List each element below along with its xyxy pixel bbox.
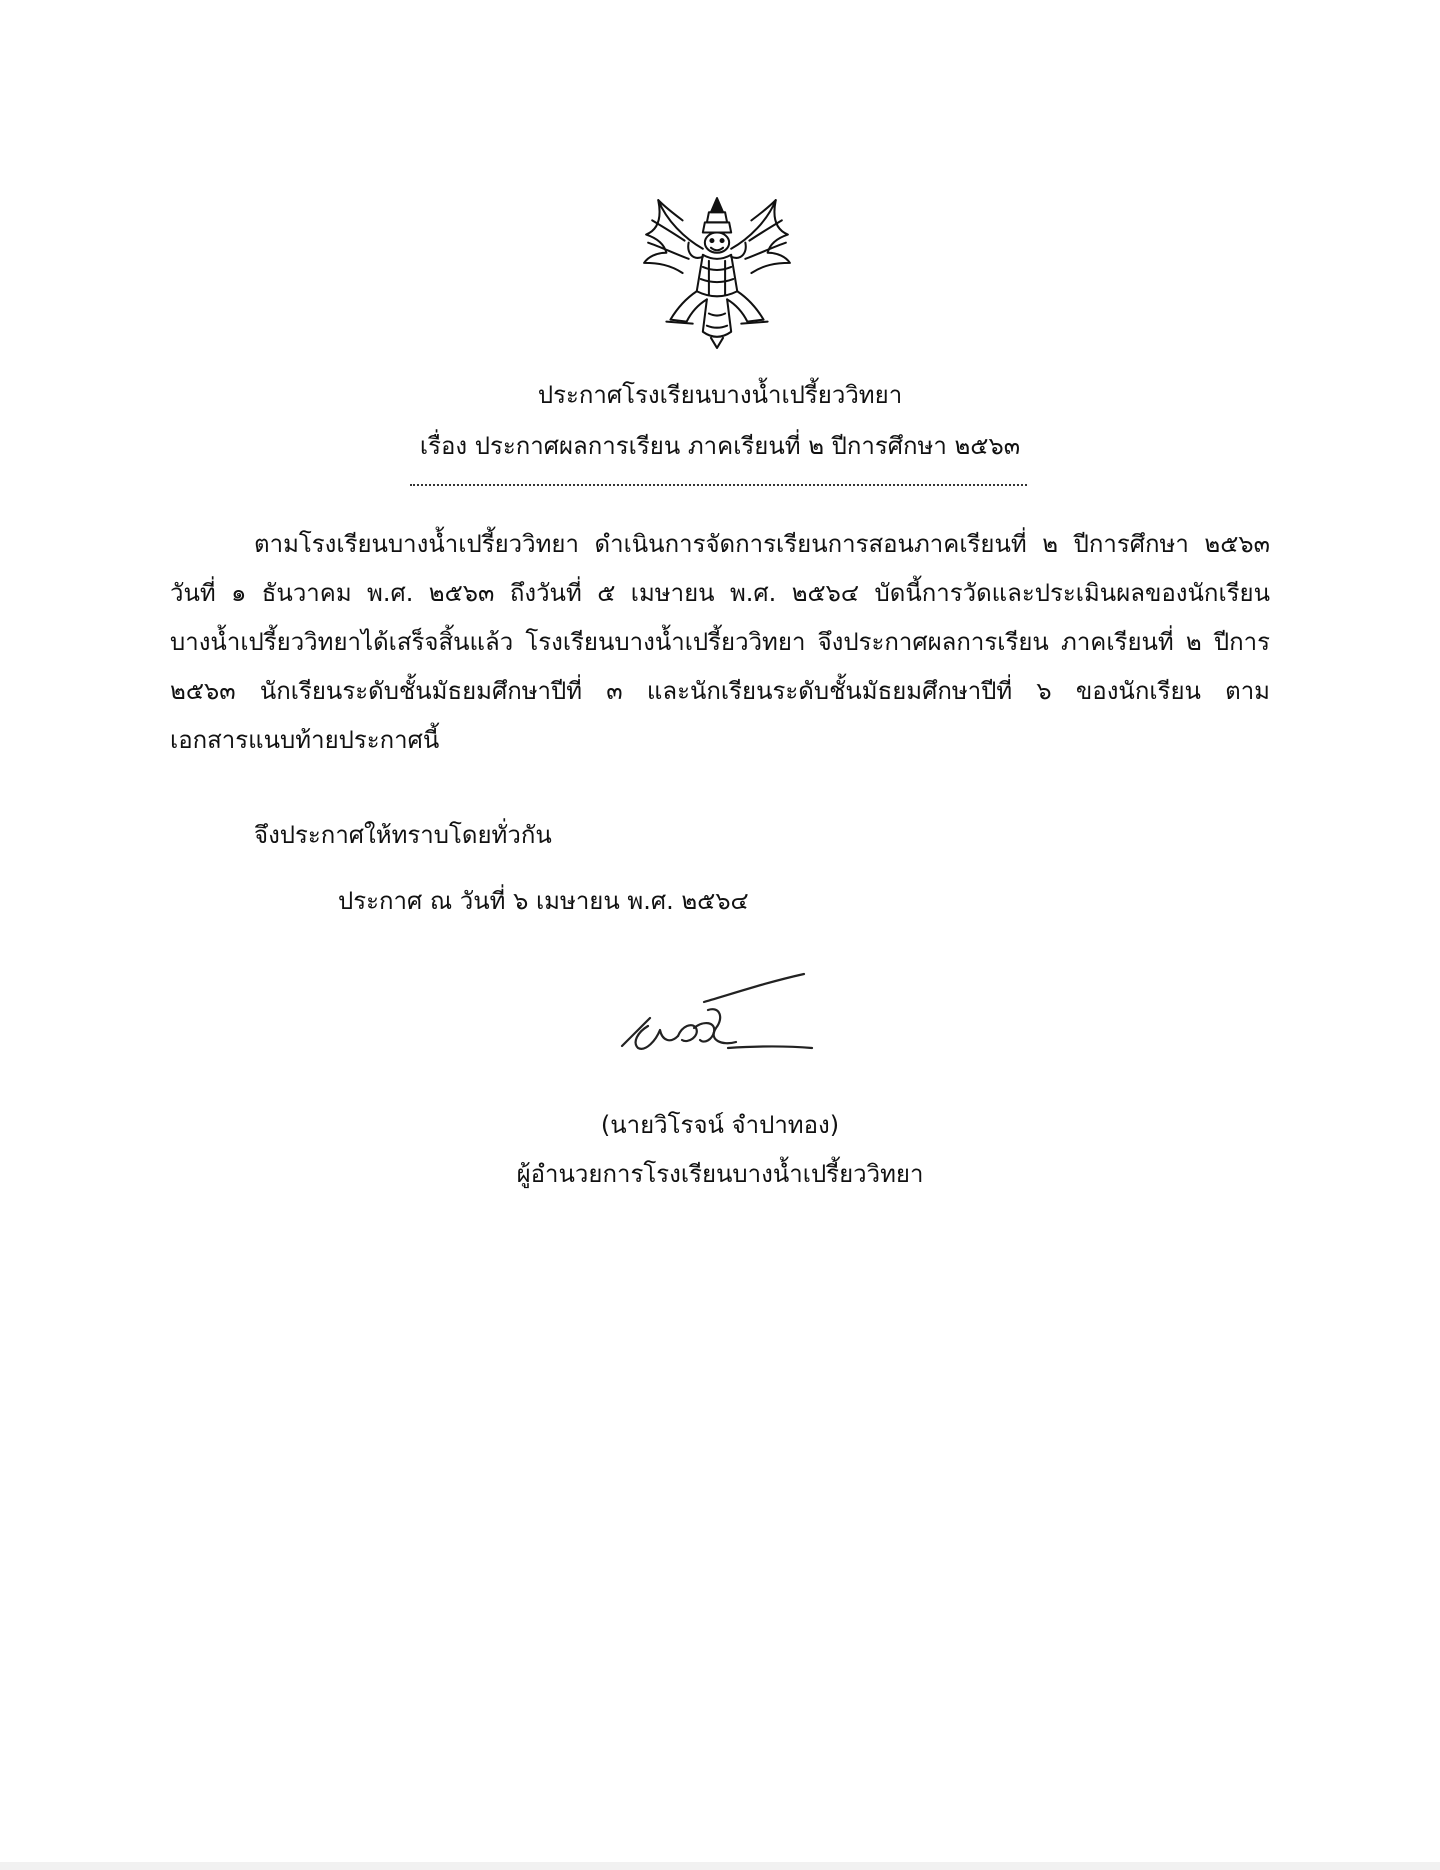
announcement-date: ประกาศ ณ วันที่ ๖ เมษายน พ.ศ. ๒๕๖๔ [338, 887, 749, 915]
announcement-body [170, 520, 1270, 765]
closing-statement: จึงประกาศให้ทราบโดยทั่วกัน [254, 821, 552, 849]
body-line: ตามโรงเรียนบางน้ำเปรี้ยววิทยา ดำเนินการจัดการเรียนการสอนภาคเรียนที่ ๒ ปีการศึกษา ๒๕๖๓ [254, 530, 1270, 558]
handwritten-signature-icon [608, 970, 824, 1070]
body-line: ๒๕๖๓ นักเรียนระดับชั้นมัธยมศึกษาปีที่ ๓ และนักเรียนระดับชั้นมัธยมศึกษาปีที่ ๖ ของนักเรียน ตาม [170, 677, 1270, 705]
body-line: วันที่ ๑ ธันวาคม พ.ศ. ๒๕๖๓ ถึงวันที่ ๕ เมษายน พ.ศ. ๒๕๖๔ บัดนี้การวัดและประเมินผลของนักเรียน [170, 579, 1270, 607]
signer-name: (นายวิโรจน์ จำปาทอง) [600, 1111, 840, 1139]
body-line: เอกสารแนบท้ายประกาศนี้ [170, 726, 440, 754]
announcement-title: ประกาศโรงเรียนบางน้ำเปรี้ยววิทยา [537, 381, 903, 409]
dotted-separator [410, 484, 1027, 486]
body-line: บางน้ำเปรี้ยววิทยาได้เสร็จสิ้นแล้ว โรงเรียนบางน้ำเปรี้ยววิทยา จึงประกาศผลการเรียน ภาคเรียนที่ ๒ ปีการ [170, 628, 1270, 656]
signer-position: ผู้อำนวยการโรงเรียนบางน้ำเปรี้ยววิทยา [516, 1160, 924, 1188]
page-edge [0, 1862, 1440, 1870]
garuda-emblem-icon [636, 190, 798, 352]
announcement-subject: เรื่อง ประกาศผลการเรียน ภาคเรียนที่ ๒ ปีการศึกษา ๒๕๖๓ [419, 432, 1021, 460]
